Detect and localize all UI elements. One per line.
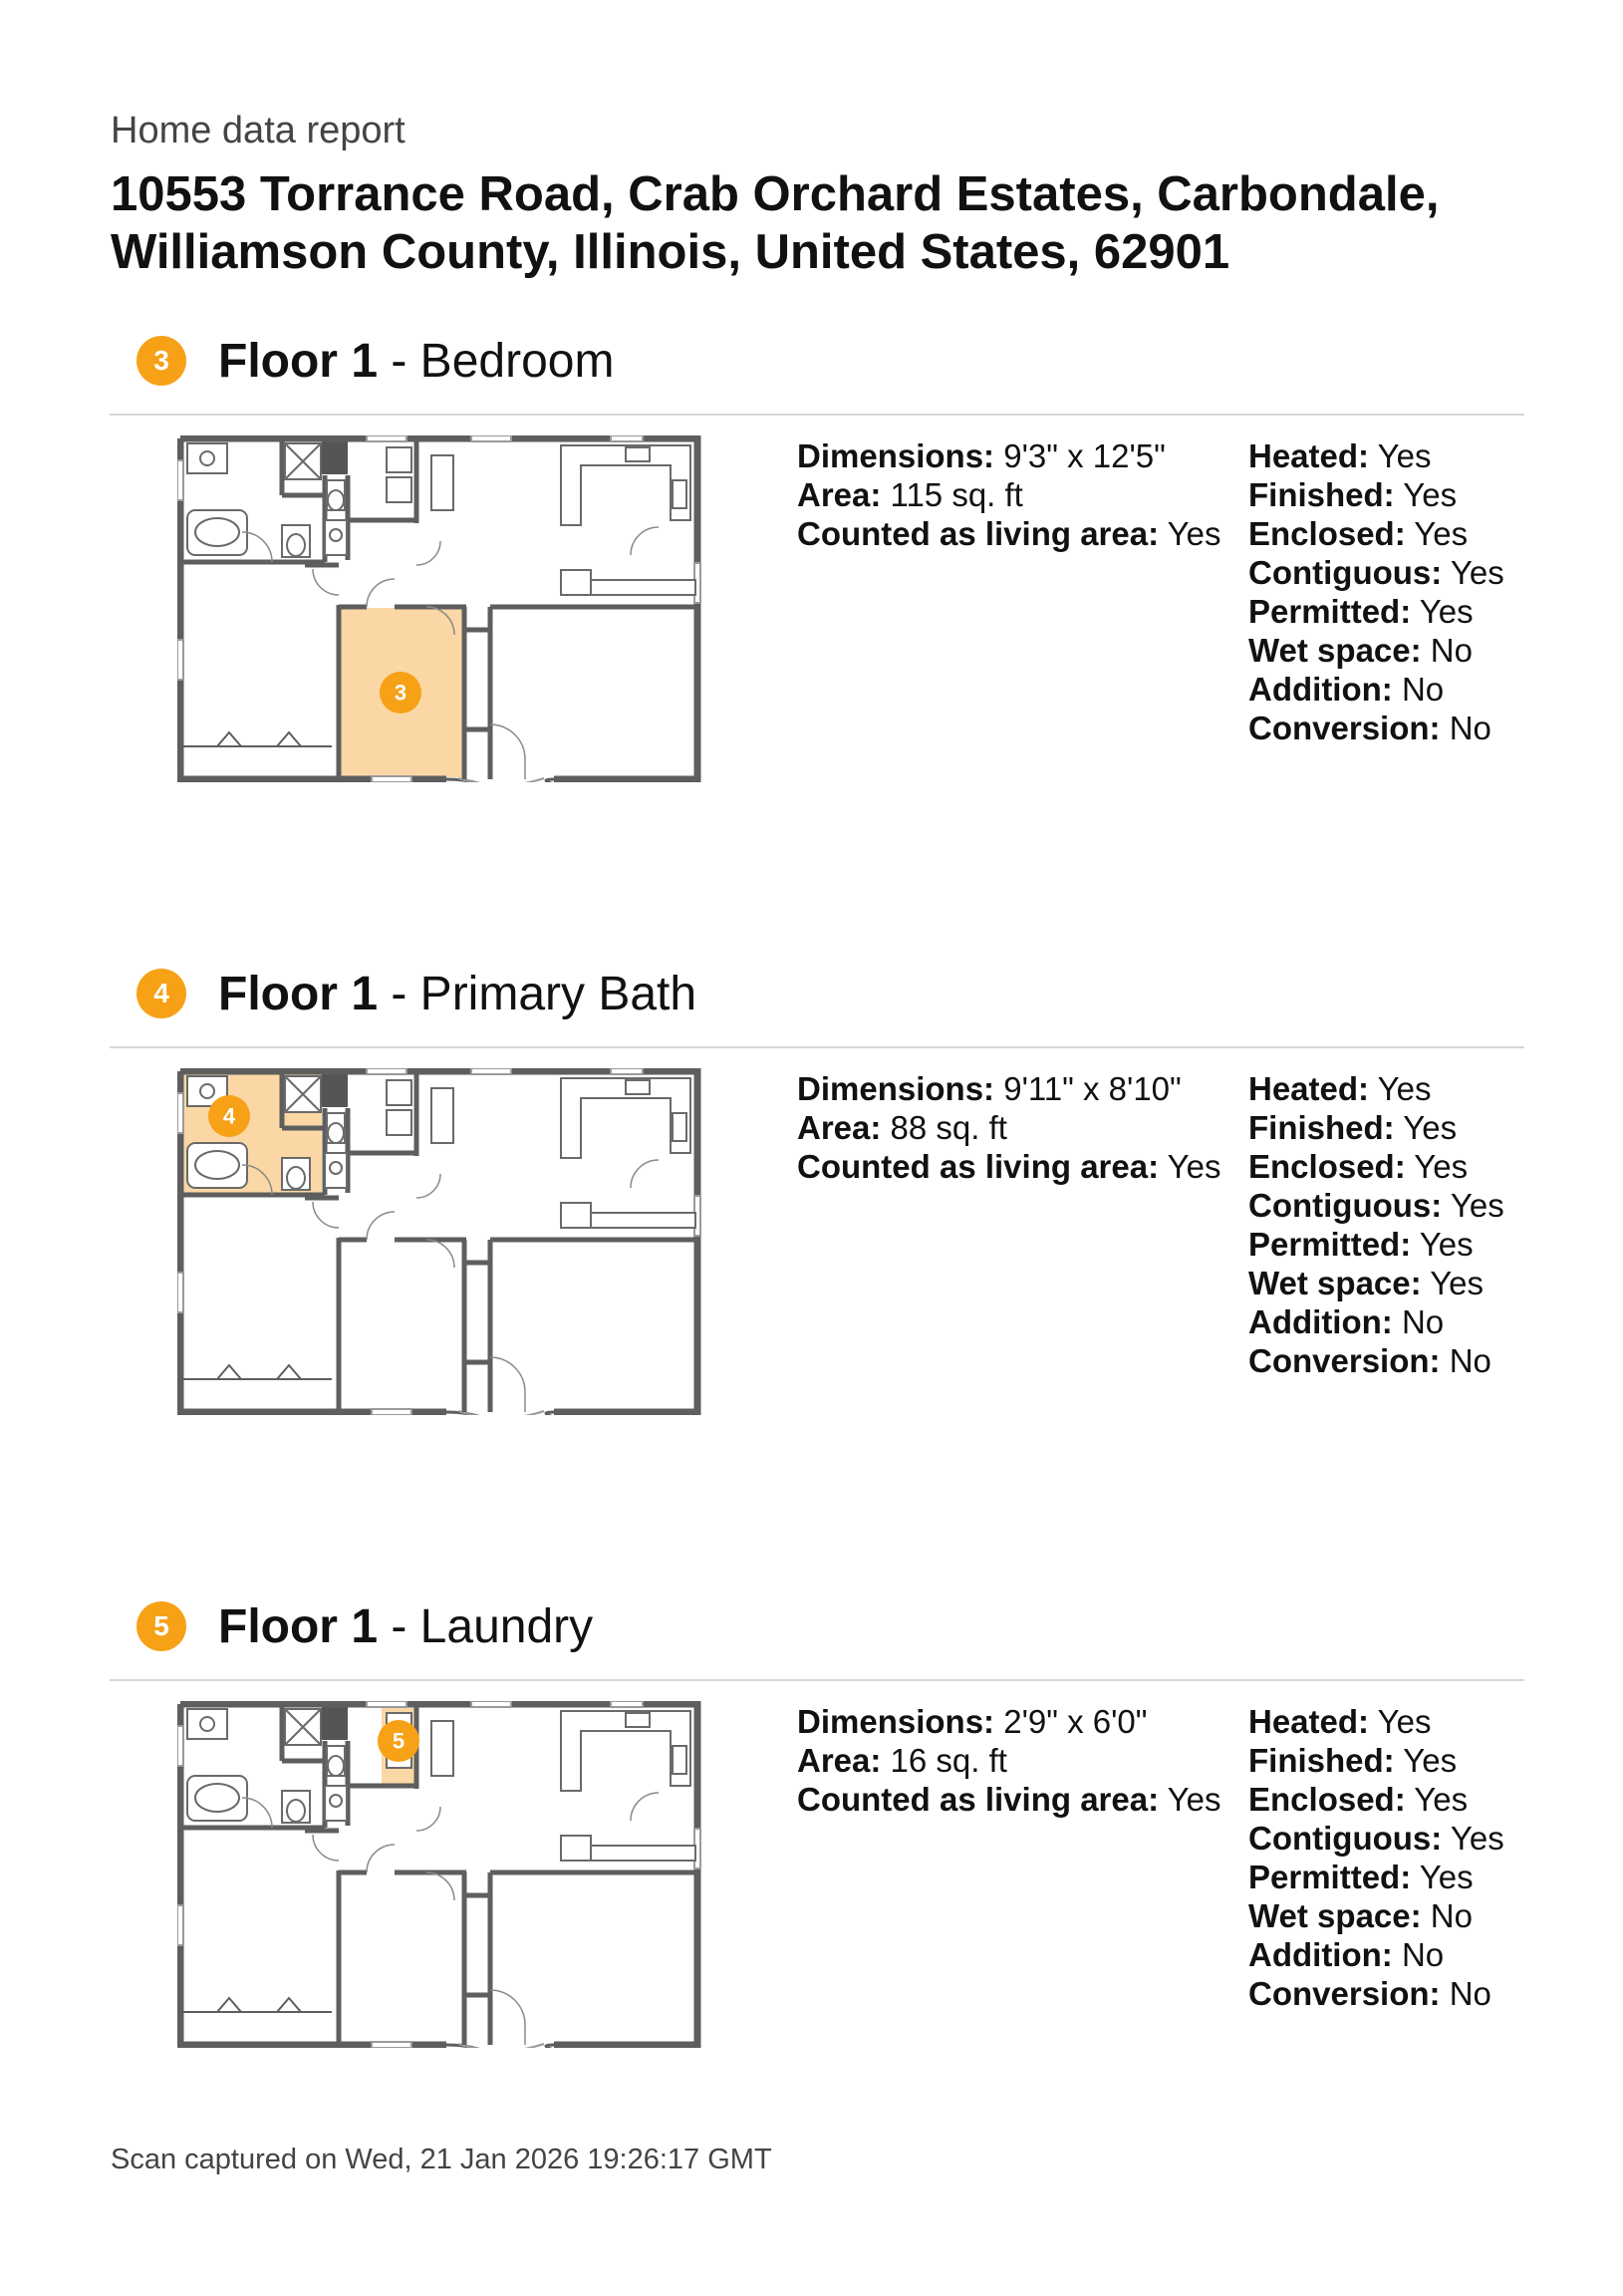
section-title (218, 967, 696, 1021)
scan-timestamp: Scan captured on Wed, 21 Jan 2026 19:26:17 GMT (111, 2144, 772, 2175)
flag-label: Addition: (1248, 671, 1393, 708)
living-area-value: Yes (1167, 1148, 1221, 1185)
room-details (797, 436, 1235, 553)
flag-label: Contiguous: (1248, 1820, 1443, 1857)
room-number-badge: 4 (136, 969, 186, 1018)
report-label: Home data report (111, 110, 406, 151)
flag-label: Finished: (1248, 476, 1395, 513)
room-section-laundry (0, 1586, 1623, 2145)
flag-value: Yes (1419, 1859, 1474, 1895)
area-label: Area: (797, 476, 882, 513)
address-line-2: Williamson County, Illinois, United States, 62901 (111, 225, 1230, 279)
living-area-label: Counted as living area: (797, 1781, 1160, 1818)
room-details (797, 1702, 1235, 1819)
flag-label: Addition: (1248, 1936, 1393, 1973)
section-header (136, 1586, 593, 1666)
room-section-bedroom (0, 321, 1623, 879)
flag-label: Conversion: (1248, 1342, 1441, 1379)
flag-label: Addition: (1248, 1303, 1393, 1340)
flag-value: No (1401, 1303, 1445, 1340)
flag-label: Enclosed: (1248, 515, 1406, 552)
living-area-row (797, 514, 1235, 553)
area-value: 115 sq. ft (890, 476, 1023, 513)
room-section-primary-bath (0, 954, 1623, 1512)
area-label: Area: (797, 1109, 882, 1146)
room-flags (1248, 1702, 1587, 2013)
flag-row (1248, 1741, 1587, 1780)
flag-row (1248, 1780, 1587, 1819)
room-number-marker (378, 1720, 419, 1762)
flag-row (1248, 1302, 1587, 1341)
flag-value: Yes (1419, 1226, 1474, 1263)
section-divider (110, 1046, 1524, 1048)
flag-value: No (1430, 1897, 1473, 1934)
flag-value: No (1449, 710, 1491, 746)
flag-value: Yes (1450, 554, 1504, 591)
area-row (797, 475, 1235, 514)
flag-value: No (1401, 671, 1445, 708)
flag-row (1248, 475, 1587, 514)
title-separator: - (378, 334, 420, 388)
area-label: Area: (797, 1742, 882, 1779)
flag-label: Contiguous: (1248, 554, 1443, 591)
flag-label: Wet space: (1248, 1265, 1422, 1301)
flag-label: Permitted: (1248, 593, 1412, 630)
area-value: 88 sq. ft (890, 1109, 1007, 1146)
flag-value: No (1449, 1975, 1491, 2012)
flag-value: Yes (1430, 1265, 1485, 1301)
dimensions-label: Dimensions: (797, 437, 995, 474)
flag-value: Yes (1377, 1070, 1432, 1107)
floorplan-bedroom (177, 435, 702, 782)
flag-row (1248, 1896, 1587, 1935)
flag-row (1248, 1108, 1587, 1147)
flag-label: Contiguous: (1248, 1187, 1443, 1224)
floor-label: Floor 1 (218, 967, 379, 1020)
flag-value: Yes (1377, 1703, 1432, 1740)
room-name: Bedroom (419, 334, 615, 388)
dimensions-value: 2'9" x 6'0" (1003, 1703, 1148, 1740)
section-divider (110, 414, 1524, 416)
room-number-badge: 3 (136, 336, 186, 386)
flag-value: Yes (1403, 1742, 1458, 1779)
flag-row (1248, 1186, 1587, 1225)
floorplan-laundry (177, 1701, 702, 2048)
dimensions-label: Dimensions: (797, 1070, 995, 1107)
svg-text:5: 5 (392, 1728, 406, 1754)
dimensions-label: Dimensions: (797, 1703, 995, 1740)
living-area-value: Yes (1167, 515, 1221, 552)
svg-text:3: 3 (394, 680, 407, 706)
living-area-row (797, 1780, 1235, 1819)
floorplan-drawing (177, 1701, 702, 2048)
flag-value: No (1449, 1342, 1491, 1379)
flag-label: Heated: (1248, 1703, 1370, 1740)
room-number-marker (380, 672, 421, 714)
flag-value: Yes (1450, 1187, 1504, 1224)
area-row (797, 1108, 1235, 1147)
living-area-label: Counted as living area: (797, 1148, 1160, 1185)
dimensions-row (797, 1702, 1235, 1741)
flag-label: Permitted: (1248, 1859, 1412, 1895)
living-area-value: Yes (1167, 1781, 1221, 1818)
flag-row (1248, 592, 1587, 631)
dimensions-value: 9'3" x 12'5" (1003, 437, 1166, 474)
flag-row (1248, 436, 1587, 475)
floorplan-primary-bath (177, 1068, 702, 1415)
flag-row (1248, 631, 1587, 670)
title-separator: - (378, 1599, 420, 1653)
flag-row (1248, 670, 1587, 709)
flag-row (1248, 1069, 1587, 1108)
room-name: Primary Bath (419, 967, 697, 1020)
flag-row (1248, 1819, 1587, 1858)
flag-row (1248, 709, 1587, 747)
flag-label: Enclosed: (1248, 1781, 1406, 1818)
flag-row (1248, 1341, 1587, 1380)
flag-row (1248, 514, 1587, 553)
flag-label: Wet space: (1248, 1897, 1422, 1934)
floorplan-drawing (177, 1068, 702, 1415)
floor-label: Floor 1 (218, 1599, 379, 1653)
flag-value: Yes (1414, 1148, 1469, 1185)
flag-label: Enclosed: (1248, 1148, 1406, 1185)
flag-label: Finished: (1248, 1742, 1395, 1779)
flag-row (1248, 1147, 1587, 1186)
flag-row (1248, 1974, 1587, 2013)
dimensions-row (797, 1069, 1235, 1108)
flag-row (1248, 553, 1587, 592)
section-divider (110, 1679, 1524, 1681)
floor-label: Floor 1 (218, 334, 379, 388)
living-area-row (797, 1147, 1235, 1186)
flag-label: Finished: (1248, 1109, 1395, 1146)
section-header (136, 321, 614, 401)
flag-label: Permitted: (1248, 1226, 1412, 1263)
flag-row (1248, 1702, 1587, 1741)
dimensions-row (797, 436, 1235, 475)
floorplan-drawing (177, 435, 702, 782)
address-line-1: 10553 Torrance Road, Crab Orchard Estates, Carbondale, (111, 167, 1440, 221)
flag-label: Heated: (1248, 1070, 1370, 1107)
room-details (797, 1069, 1235, 1186)
flag-value: Yes (1414, 1781, 1469, 1818)
room-flags (1248, 1069, 1587, 1380)
flag-value: Yes (1403, 1109, 1458, 1146)
flag-row (1248, 1225, 1587, 1264)
flag-value: Yes (1414, 515, 1469, 552)
dimensions-value: 9'11" x 8'10" (1003, 1070, 1182, 1107)
room-name: Laundry (419, 1599, 594, 1653)
area-value: 16 sq. ft (890, 1742, 1007, 1779)
svg-text:4: 4 (222, 1103, 236, 1129)
flag-value: Yes (1419, 593, 1474, 630)
flag-value: No (1401, 1936, 1445, 1973)
flag-row (1248, 1858, 1587, 1896)
section-header (136, 954, 696, 1033)
flag-label: Heated: (1248, 437, 1370, 474)
living-area-label: Counted as living area: (797, 515, 1160, 552)
room-number-marker (208, 1095, 250, 1137)
flag-label: Conversion: (1248, 710, 1441, 746)
room-number-badge: 5 (136, 1601, 186, 1651)
flag-value: No (1430, 632, 1473, 669)
title-separator: - (378, 967, 420, 1020)
flag-value: Yes (1403, 476, 1458, 513)
section-title (218, 1599, 593, 1654)
flag-value: Yes (1450, 1820, 1504, 1857)
area-row (797, 1741, 1235, 1780)
section-title (218, 334, 614, 389)
flag-row (1248, 1935, 1587, 1974)
flag-value: Yes (1377, 437, 1432, 474)
property-address (111, 165, 1525, 281)
flag-label: Conversion: (1248, 1975, 1441, 2012)
flag-row (1248, 1264, 1587, 1302)
flag-label: Wet space: (1248, 632, 1422, 669)
room-flags (1248, 436, 1587, 747)
